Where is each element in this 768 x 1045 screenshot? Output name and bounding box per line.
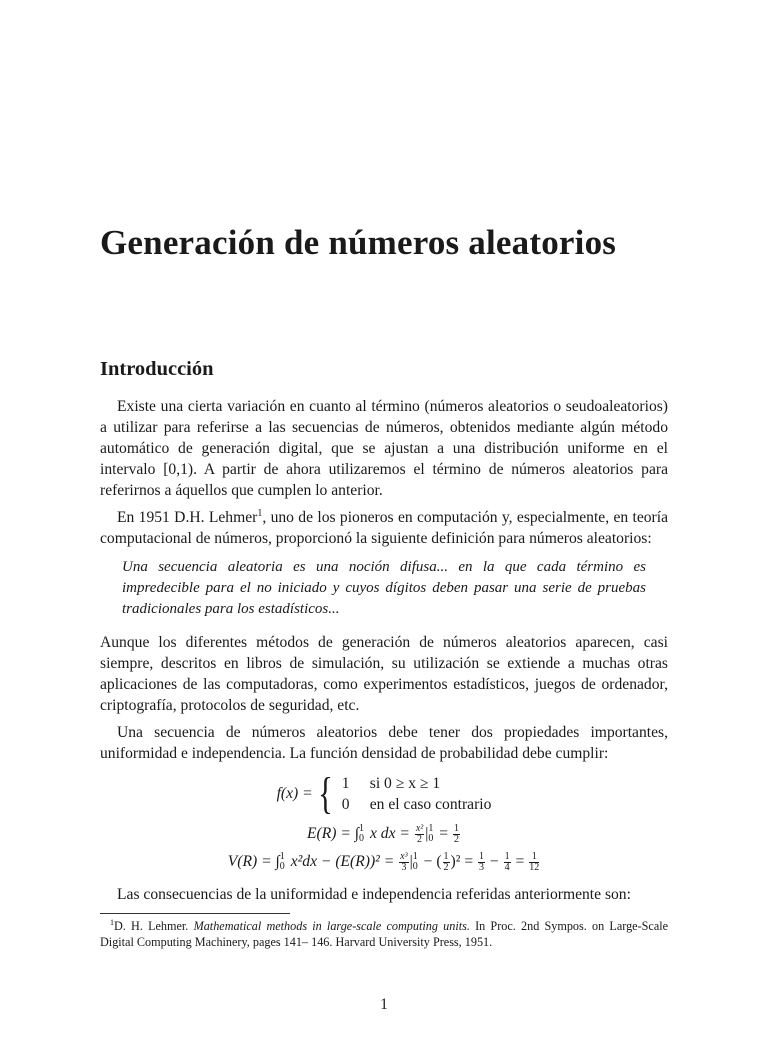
equation-lhs: f(x) = <box>276 785 313 802</box>
equation-part: = <box>515 853 525 870</box>
equation-part: V(R) = ∫ <box>227 853 280 870</box>
equation-part: E(R) = ∫ <box>307 825 360 842</box>
footnote-reference[interactable]: 1 <box>257 507 263 519</box>
footnote-title: Mathematical methods in large-scale computing units. <box>193 919 470 933</box>
equation-part: x²dx − (E(R))² = <box>290 853 395 870</box>
case-condition: en el caso contrario <box>369 796 492 813</box>
integral-limits: 1 0 <box>279 851 285 873</box>
case-value: 1 <box>341 775 350 792</box>
case-value: 0 <box>341 796 350 813</box>
equation-density <box>100 769 668 818</box>
paragraph: Aunque los diferentes métodos de generación de números aleatorios aparecen, casi siempre, descritos en libros de simulación, su utilización se extiende a muchas otras aplicaciones de las computadoras, como experimentos estadísticos, juegos de ordenador, criptografía, protocolos de seguridad, etc. <box>100 634 668 714</box>
paragraph <box>100 507 668 549</box>
paragraph: Una secuencia de números aleatorios debe tener dos propiedades importantes, uniformidad e independencia. La función densidad de probabilidad debe cumplir: <box>100 724 668 762</box>
paragraph-text: , uno de los pioneros en computación y, especialmente, en teoría computacional de números, proporcionó la siguiente definición para números aleatorios: <box>100 509 669 547</box>
footnote-rule <box>100 913 290 914</box>
equation-part: x dx = <box>369 825 410 842</box>
equation-part: − <box>489 853 499 870</box>
footnote <box>100 918 668 950</box>
integral-limits: 1 0 <box>359 823 365 845</box>
brace: { <box>317 769 333 818</box>
paragraph-text: En 1951 D.H. Lehmer <box>117 509 258 526</box>
equation-variance: V(R) = ∫ 1 0 x²dx − (E(R))² = $\frac{\text{x³}}{3}$ | 1 0 − ( $\frac{1}{2}$ )² = $\frac{1}{3}$ − $\frac{1}{4}$ = $\frac{1}{12}$ <box>227 850 540 873</box>
chapter-title: Generación de números aleatorios <box>100 223 617 262</box>
document-page <box>100 0 668 1045</box>
footnote-author: D. H. Lehmer. <box>114 919 189 933</box>
paragraph: Las consecuencias de la uniformidad e independencia referidas anteriormente son: <box>117 886 631 903</box>
body-text-continued <box>100 884 668 905</box>
page-number: 1 <box>380 996 388 1013</box>
footnote-details: In Proc. 2nd Sympos. on Large-Scale Digital Computing Machinery, pages 141– 146. Harvard University Press, 1951. <box>100 919 669 949</box>
footnote-mark: 1 <box>110 917 114 927</box>
equation-expectation: E(R) = ∫ 1 0 x dx = $\frac{\text{x²}}{2}$ | 1 0 = $\frac{1}{2}$ <box>307 822 459 845</box>
paragraph: Existe una cierta variación en cuanto al término (números aleatorios o seudoaleatorios) a utilizar para referirse a las secuencias de números, obtenidos mediante algún método automático de generación digital, que se ajustan a una distribución uniforme en el intervalo [0,1). A partir de ahora utilizaremos el término de números aleatorios para referirnos a áquellos que cumplen lo anterior. <box>100 398 668 499</box>
body-text <box>100 396 668 764</box>
equation-part: = <box>464 853 474 870</box>
section-heading: Introducción <box>100 358 214 380</box>
case-condition: si 0 ≥ x ≥ 1 <box>369 775 441 792</box>
block-quote: Una secuencia aleatoria es una noción difusa... en la que cada término es impredecible para el no iniciado y cuyos dígitos deben pasar una serie de pruebas tradicionales para los estadísticos... <box>122 559 646 617</box>
